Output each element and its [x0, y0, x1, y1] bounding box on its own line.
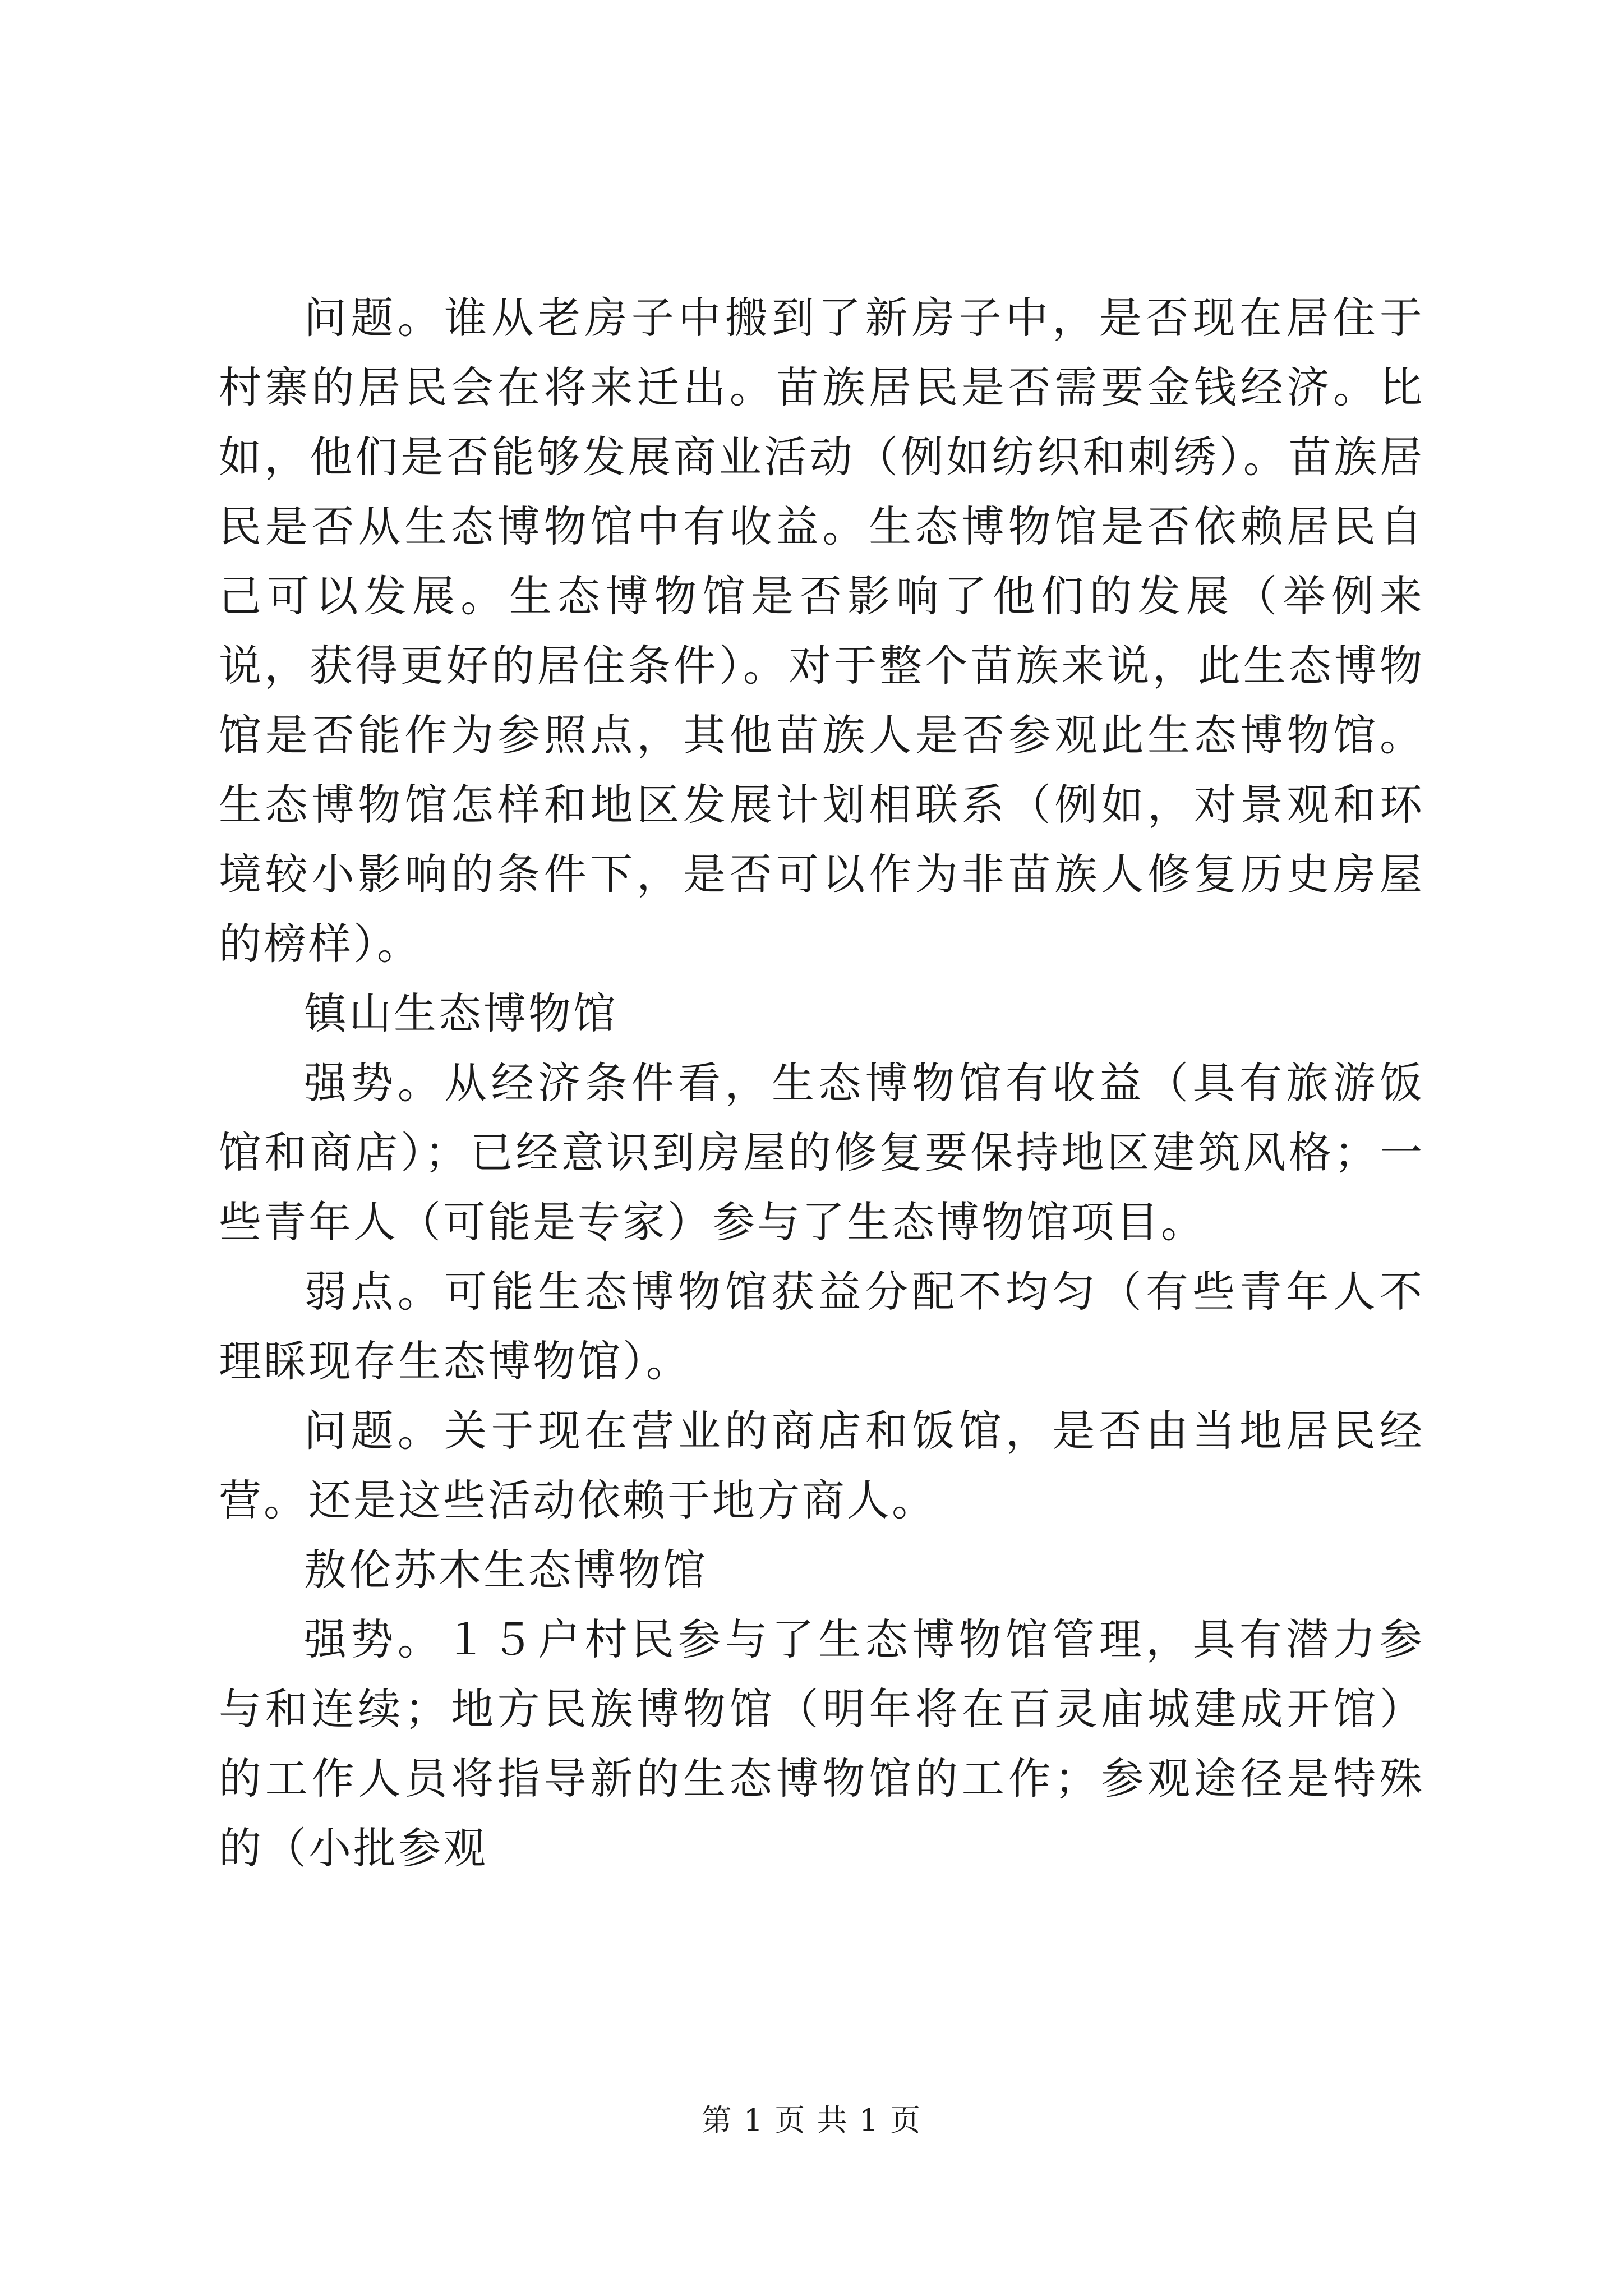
paragraph-weaknesses: 弱点。可能生态博物馆获益分配不均匀（有些青年人不理睬现存生态博物馆）。	[219, 1267, 1424, 1386]
paragraph-strengths-2: 强势。１５户村民参与了生态博物馆管理，具有潜力参与和连续；地方民族博物馆（明年将在百灵庙城建成开馆）的工作人员将指导新的生态博物馆的工作；参观途径是特殊的（小批参观	[219, 1614, 1424, 1873]
section-heading-zhenshan: 镇山生态博物馆	[304, 988, 618, 1038]
paragraph-questions-2: 问题。关于现在营业的商店和饭馆，是否由当地居民经营。还是这些活动依赖于地方商人。	[219, 1406, 1424, 1525]
paragraph-strengths: 强势。从经济条件看，生态博物馆有收益（具有旅游饭馆和商店）；已经意识到房屋的修复要保持地区建筑风格；一些青年人（可能是专家）参与了生态博物馆项目。	[219, 1058, 1424, 1247]
paragraph-questions: 问题。谁从老房子中搬到了新房子中，是否现在居住于村寨的居民会在将来迁出。苗族居民是否需要金钱经济。比如，他们是否能够发展商业活动（例如纺织和刺绣）。苗族居民是否从生态博物馆中有收益。生态博物馆是否依赖居民自己可以发展。生态博物馆是否影响了他们的发展（举例来说，获得更好的居住条件）。对于整个苗族来说，此生态博物馆是否能作为参照点，其他苗族人是否参观此生态博物馆。生态博物馆怎样和地区发展计划相联系（例如，对景观和环境较小影响的条件下，是否可以作为非苗族人修复历史房屋的榜样）。	[219, 293, 1424, 969]
section-heading-aolunsumu: 敖伦苏木生态博物馆	[304, 1545, 708, 1595]
document-body	[219, 283, 1424, 1883]
page-footer: 第 1 页 共 1 页	[701, 2102, 922, 2138]
